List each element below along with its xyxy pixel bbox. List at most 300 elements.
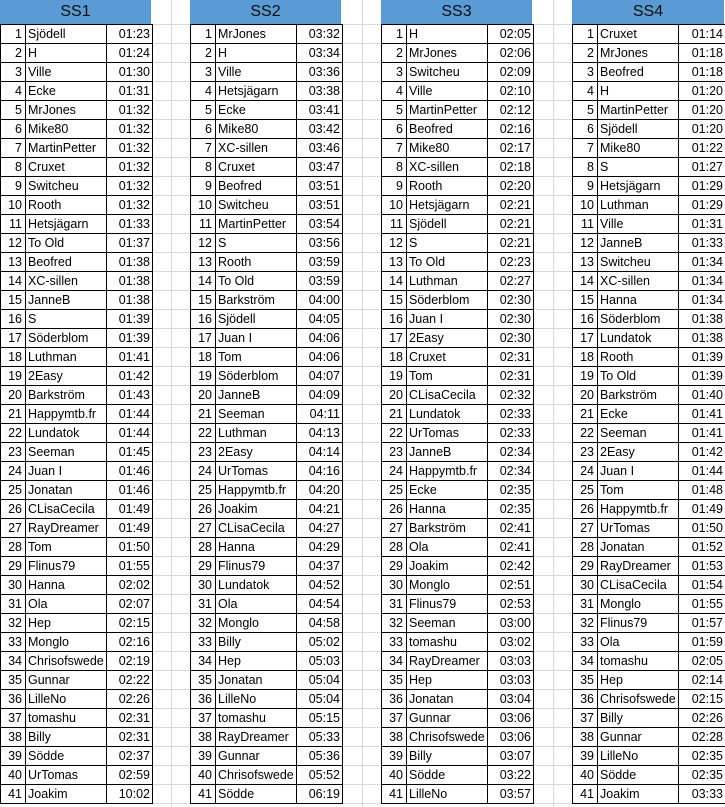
rider-name-cell[interactable]: Ecke bbox=[407, 481, 488, 500]
time-cell[interactable]: 02:37 bbox=[107, 747, 153, 766]
rider-name-cell[interactable]: MrJones bbox=[407, 44, 488, 63]
time-cell[interactable]: 03:54 bbox=[297, 215, 343, 234]
rank-cell[interactable]: 18 bbox=[382, 348, 407, 367]
time-cell[interactable]: 01:39 bbox=[679, 348, 725, 367]
rider-name-cell[interactable]: Ecke bbox=[216, 101, 297, 120]
time-cell[interactable]: 02:21 bbox=[488, 234, 534, 253]
rider-name-cell[interactable]: Jonatan bbox=[26, 481, 107, 500]
rider-name-cell[interactable]: Billy bbox=[26, 728, 107, 747]
rank-cell[interactable]: 30 bbox=[191, 576, 216, 595]
rider-name-cell[interactable]: Gunnar bbox=[407, 709, 488, 728]
rank-cell[interactable]: 16 bbox=[382, 310, 407, 329]
time-cell[interactable]: 01:46 bbox=[107, 462, 153, 481]
rider-name-cell[interactable]: Billy bbox=[407, 747, 488, 766]
time-cell[interactable]: 03:47 bbox=[297, 158, 343, 177]
rider-name-cell[interactable]: Happymtb.fr bbox=[216, 481, 297, 500]
rider-name-cell[interactable]: Switcheu bbox=[407, 63, 488, 82]
rank-cell[interactable]: 36 bbox=[573, 690, 598, 709]
rank-cell[interactable]: 29 bbox=[382, 557, 407, 576]
rank-cell[interactable]: 12 bbox=[573, 234, 598, 253]
rider-name-cell[interactable]: Hep bbox=[26, 614, 107, 633]
rank-cell[interactable]: 1 bbox=[1, 25, 26, 44]
rank-cell[interactable]: 17 bbox=[1, 329, 26, 348]
time-cell[interactable]: 02:31 bbox=[488, 367, 534, 386]
rider-name-cell[interactable]: Monglo bbox=[26, 633, 107, 652]
time-cell[interactable]: 03:07 bbox=[488, 747, 534, 766]
rank-cell[interactable]: 20 bbox=[1, 386, 26, 405]
rank-cell[interactable]: 40 bbox=[382, 766, 407, 785]
time-cell[interactable]: 10:02 bbox=[107, 785, 153, 804]
rank-cell[interactable]: 24 bbox=[191, 462, 216, 481]
rider-name-cell[interactable]: Söderblom bbox=[407, 291, 488, 310]
time-cell[interactable]: 02:17 bbox=[488, 139, 534, 158]
rider-name-cell[interactable]: Lundatok bbox=[26, 424, 107, 443]
rider-name-cell[interactable]: S bbox=[407, 234, 488, 253]
time-cell[interactable]: 01:44 bbox=[107, 405, 153, 424]
rank-cell[interactable]: 18 bbox=[1, 348, 26, 367]
time-cell[interactable]: 02:23 bbox=[488, 253, 534, 272]
rider-name-cell[interactable]: MartinPetter bbox=[216, 215, 297, 234]
time-cell[interactable]: 02:21 bbox=[488, 196, 534, 215]
rider-name-cell[interactable]: Hetsjägarn bbox=[216, 82, 297, 101]
time-cell[interactable]: 04:06 bbox=[297, 348, 343, 367]
rider-name-cell[interactable]: H bbox=[216, 44, 297, 63]
rider-name-cell[interactable]: Billy bbox=[216, 633, 297, 652]
rank-cell[interactable]: 35 bbox=[573, 671, 598, 690]
rider-name-cell[interactable]: Lundatok bbox=[598, 329, 679, 348]
time-cell[interactable]: 05:52 bbox=[297, 766, 343, 785]
rank-cell[interactable]: 7 bbox=[191, 139, 216, 158]
rider-name-cell[interactable]: Chrisofswede bbox=[598, 690, 679, 709]
time-cell[interactable]: 02:59 bbox=[107, 766, 153, 785]
rider-name-cell[interactable]: Luthman bbox=[598, 196, 679, 215]
rider-name-cell[interactable]: Switcheu bbox=[598, 253, 679, 272]
rider-name-cell[interactable]: To Old bbox=[216, 272, 297, 291]
rank-cell[interactable]: 13 bbox=[573, 253, 598, 272]
time-cell[interactable]: 02:33 bbox=[488, 405, 534, 424]
rider-name-cell[interactable]: MrJones bbox=[26, 101, 107, 120]
rank-cell[interactable]: 24 bbox=[1, 462, 26, 481]
time-cell[interactable]: 01:42 bbox=[107, 367, 153, 386]
time-cell[interactable]: 01:39 bbox=[679, 367, 725, 386]
rank-cell[interactable]: 23 bbox=[573, 443, 598, 462]
time-cell[interactable]: 01:31 bbox=[107, 82, 153, 101]
rank-cell[interactable]: 1 bbox=[382, 25, 407, 44]
rider-name-cell[interactable]: Cruxet bbox=[26, 158, 107, 177]
rider-name-cell[interactable]: Södde bbox=[26, 747, 107, 766]
time-cell[interactable]: 02:15 bbox=[107, 614, 153, 633]
rank-cell[interactable]: 2 bbox=[382, 44, 407, 63]
rank-cell[interactable]: 21 bbox=[573, 405, 598, 424]
time-cell[interactable]: 03:06 bbox=[488, 728, 534, 747]
rank-cell[interactable]: 25 bbox=[573, 481, 598, 500]
time-cell[interactable]: 01:29 bbox=[679, 196, 725, 215]
time-cell[interactable]: 01:41 bbox=[107, 348, 153, 367]
rank-cell[interactable]: 3 bbox=[191, 63, 216, 82]
rank-cell[interactable]: 8 bbox=[1, 158, 26, 177]
time-cell[interactable]: 05:03 bbox=[297, 652, 343, 671]
rank-cell[interactable]: 10 bbox=[191, 196, 216, 215]
rider-name-cell[interactable]: UrTomas bbox=[407, 424, 488, 443]
time-cell[interactable]: 01:45 bbox=[107, 443, 153, 462]
rank-cell[interactable]: 14 bbox=[573, 272, 598, 291]
rank-cell[interactable]: 28 bbox=[573, 538, 598, 557]
time-cell[interactable]: 02:16 bbox=[488, 120, 534, 139]
time-cell[interactable]: 04:11 bbox=[297, 405, 343, 424]
time-cell[interactable]: 04:27 bbox=[297, 519, 343, 538]
time-cell[interactable]: 01:40 bbox=[679, 386, 725, 405]
time-cell[interactable]: 02:31 bbox=[488, 348, 534, 367]
rank-cell[interactable]: 1 bbox=[573, 25, 598, 44]
rank-cell[interactable]: 5 bbox=[382, 101, 407, 120]
time-cell[interactable]: 02:05 bbox=[488, 25, 534, 44]
rider-name-cell[interactable]: Söderblom bbox=[26, 329, 107, 348]
time-cell[interactable]: 05:04 bbox=[297, 671, 343, 690]
rider-name-cell[interactable]: Happymtb.fr bbox=[598, 500, 679, 519]
time-cell[interactable]: 05:36 bbox=[297, 747, 343, 766]
time-cell[interactable]: 01:34 bbox=[679, 291, 725, 310]
rank-cell[interactable]: 5 bbox=[573, 101, 598, 120]
rank-cell[interactable]: 2 bbox=[573, 44, 598, 63]
time-cell[interactable]: 04:21 bbox=[297, 500, 343, 519]
rank-cell[interactable]: 38 bbox=[573, 728, 598, 747]
rank-cell[interactable]: 17 bbox=[382, 329, 407, 348]
rider-name-cell[interactable]: Monglo bbox=[407, 576, 488, 595]
time-cell[interactable]: 01:38 bbox=[107, 291, 153, 310]
rider-name-cell[interactable]: Söderblom bbox=[216, 367, 297, 386]
time-cell[interactable]: 03:42 bbox=[297, 120, 343, 139]
rank-cell[interactable]: 34 bbox=[573, 652, 598, 671]
rank-cell[interactable]: 6 bbox=[573, 120, 598, 139]
rider-name-cell[interactable]: Juan I bbox=[216, 329, 297, 348]
rank-cell[interactable]: 2 bbox=[191, 44, 216, 63]
rank-cell[interactable]: 35 bbox=[1, 671, 26, 690]
rider-name-cell[interactable]: LilleNo bbox=[407, 785, 488, 804]
rider-name-cell[interactable]: Hanna bbox=[598, 291, 679, 310]
rank-cell[interactable]: 31 bbox=[573, 595, 598, 614]
rank-cell[interactable]: 36 bbox=[1, 690, 26, 709]
time-cell[interactable]: 02:22 bbox=[107, 671, 153, 690]
rider-name-cell[interactable]: S bbox=[216, 234, 297, 253]
time-cell[interactable]: 04:29 bbox=[297, 538, 343, 557]
time-cell[interactable]: 01:42 bbox=[679, 443, 725, 462]
rider-name-cell[interactable]: Ville bbox=[26, 63, 107, 82]
time-cell[interactable]: 02:19 bbox=[107, 652, 153, 671]
rider-name-cell[interactable]: Gunnar bbox=[26, 671, 107, 690]
rank-cell[interactable]: 16 bbox=[191, 310, 216, 329]
rider-name-cell[interactable]: Joakim bbox=[598, 785, 679, 804]
rider-name-cell[interactable]: Luthman bbox=[26, 348, 107, 367]
rank-cell[interactable]: 3 bbox=[382, 63, 407, 82]
rider-name-cell[interactable]: MartinPetter bbox=[407, 101, 488, 120]
rank-cell[interactable]: 13 bbox=[1, 253, 26, 272]
rank-cell[interactable]: 41 bbox=[191, 785, 216, 804]
rider-name-cell[interactable]: CLisaCecila bbox=[26, 500, 107, 519]
rider-name-cell[interactable]: Tom bbox=[407, 367, 488, 386]
time-cell[interactable]: 01:49 bbox=[107, 500, 153, 519]
rider-name-cell[interactable]: Seeman bbox=[598, 424, 679, 443]
rider-name-cell[interactable]: Barkström bbox=[216, 291, 297, 310]
rank-cell[interactable]: 25 bbox=[382, 481, 407, 500]
rank-cell[interactable]: 1 bbox=[191, 25, 216, 44]
rider-name-cell[interactable]: Mike80 bbox=[598, 139, 679, 158]
rider-name-cell[interactable]: Cruxet bbox=[407, 348, 488, 367]
time-cell[interactable]: 04:06 bbox=[297, 329, 343, 348]
time-cell[interactable]: 02:12 bbox=[488, 101, 534, 120]
time-cell[interactable]: 02:34 bbox=[488, 443, 534, 462]
rider-name-cell[interactable]: RayDreamer bbox=[26, 519, 107, 538]
time-cell[interactable]: 02:35 bbox=[488, 500, 534, 519]
time-cell[interactable]: 02:41 bbox=[488, 538, 534, 557]
time-cell[interactable]: 04:20 bbox=[297, 481, 343, 500]
time-cell[interactable]: 03:36 bbox=[297, 63, 343, 82]
rank-cell[interactable]: 34 bbox=[191, 652, 216, 671]
rider-name-cell[interactable]: Chrisofswede bbox=[407, 728, 488, 747]
time-cell[interactable]: 03:46 bbox=[297, 139, 343, 158]
rider-name-cell[interactable]: Rooth bbox=[407, 177, 488, 196]
time-cell[interactable]: 05:02 bbox=[297, 633, 343, 652]
rank-cell[interactable]: 8 bbox=[191, 158, 216, 177]
rider-name-cell[interactable]: Cruxet bbox=[598, 25, 679, 44]
rank-cell[interactable]: 20 bbox=[573, 386, 598, 405]
rank-cell[interactable]: 14 bbox=[1, 272, 26, 291]
time-cell[interactable]: 03:03 bbox=[488, 652, 534, 671]
time-cell[interactable]: 01:20 bbox=[679, 120, 725, 139]
rider-name-cell[interactable]: Jonatan bbox=[407, 690, 488, 709]
rank-cell[interactable]: 36 bbox=[191, 690, 216, 709]
rank-cell[interactable]: 21 bbox=[191, 405, 216, 424]
rider-name-cell[interactable]: To Old bbox=[407, 253, 488, 272]
time-cell[interactable]: 03:03 bbox=[488, 671, 534, 690]
time-cell[interactable]: 04:58 bbox=[297, 614, 343, 633]
time-cell[interactable]: 01:48 bbox=[679, 481, 725, 500]
rider-name-cell[interactable]: Ola bbox=[216, 595, 297, 614]
rider-name-cell[interactable]: 2Easy bbox=[216, 443, 297, 462]
time-cell[interactable]: 02:41 bbox=[488, 519, 534, 538]
time-cell[interactable]: 04:14 bbox=[297, 443, 343, 462]
rider-name-cell[interactable]: Sjödell bbox=[407, 215, 488, 234]
rider-name-cell[interactable]: Barkström bbox=[598, 386, 679, 405]
time-cell[interactable]: 05:33 bbox=[297, 728, 343, 747]
rank-cell[interactable]: 10 bbox=[573, 196, 598, 215]
rider-name-cell[interactable]: Rooth bbox=[216, 253, 297, 272]
rider-name-cell[interactable]: 2Easy bbox=[598, 443, 679, 462]
rank-cell[interactable]: 11 bbox=[382, 215, 407, 234]
rank-cell[interactable]: 11 bbox=[191, 215, 216, 234]
rank-cell[interactable]: 25 bbox=[1, 481, 26, 500]
rank-cell[interactable]: 27 bbox=[191, 519, 216, 538]
rider-name-cell[interactable]: Beofred bbox=[407, 120, 488, 139]
rank-cell[interactable]: 12 bbox=[1, 234, 26, 253]
time-cell[interactable]: 01:55 bbox=[107, 557, 153, 576]
rank-cell[interactable]: 15 bbox=[191, 291, 216, 310]
time-cell[interactable]: 01:59 bbox=[679, 633, 725, 652]
rank-cell[interactable]: 40 bbox=[191, 766, 216, 785]
rank-cell[interactable]: 28 bbox=[191, 538, 216, 557]
rider-name-cell[interactable]: Ola bbox=[26, 595, 107, 614]
rank-cell[interactable]: 25 bbox=[191, 481, 216, 500]
time-cell[interactable]: 02:14 bbox=[679, 671, 725, 690]
rank-cell[interactable]: 11 bbox=[1, 215, 26, 234]
rider-name-cell[interactable]: Juan I bbox=[26, 462, 107, 481]
rider-name-cell[interactable]: Jonatan bbox=[216, 671, 297, 690]
rider-name-cell[interactable]: Mike80 bbox=[407, 139, 488, 158]
rider-name-cell[interactable]: LilleNo bbox=[26, 690, 107, 709]
rider-name-cell[interactable]: H bbox=[26, 44, 107, 63]
rank-cell[interactable]: 5 bbox=[1, 101, 26, 120]
time-cell[interactable]: 04:52 bbox=[297, 576, 343, 595]
time-cell[interactable]: 01:49 bbox=[107, 519, 153, 538]
rank-cell[interactable]: 30 bbox=[382, 576, 407, 595]
rank-cell[interactable]: 19 bbox=[573, 367, 598, 386]
time-cell[interactable]: 02:10 bbox=[488, 82, 534, 101]
rank-cell[interactable]: 20 bbox=[382, 386, 407, 405]
rider-name-cell[interactable]: Gunnar bbox=[598, 728, 679, 747]
time-cell[interactable]: 02:32 bbox=[488, 386, 534, 405]
rider-name-cell[interactable]: Hep bbox=[216, 652, 297, 671]
rider-name-cell[interactable]: Mike80 bbox=[26, 120, 107, 139]
time-cell[interactable]: 01:41 bbox=[679, 405, 725, 424]
rank-cell[interactable]: 4 bbox=[573, 82, 598, 101]
time-cell[interactable]: 05:04 bbox=[297, 690, 343, 709]
rider-name-cell[interactable]: Jonatan bbox=[598, 538, 679, 557]
rank-cell[interactable]: 18 bbox=[573, 348, 598, 367]
time-cell[interactable]: 01:37 bbox=[107, 234, 153, 253]
time-cell[interactable]: 04:05 bbox=[297, 310, 343, 329]
rank-cell[interactable]: 26 bbox=[1, 500, 26, 519]
rider-name-cell[interactable]: MartinPetter bbox=[598, 101, 679, 120]
rank-cell[interactable]: 4 bbox=[382, 82, 407, 101]
rank-cell[interactable]: 19 bbox=[382, 367, 407, 386]
rider-name-cell[interactable]: LilleNo bbox=[598, 747, 679, 766]
rider-name-cell[interactable]: 2Easy bbox=[26, 367, 107, 386]
rider-name-cell[interactable]: CLisaCecila bbox=[216, 519, 297, 538]
rank-cell[interactable]: 40 bbox=[573, 766, 598, 785]
rank-cell[interactable]: 29 bbox=[573, 557, 598, 576]
time-cell[interactable]: 02:16 bbox=[107, 633, 153, 652]
rider-name-cell[interactable]: Switcheu bbox=[26, 177, 107, 196]
rank-cell[interactable]: 23 bbox=[191, 443, 216, 462]
rank-cell[interactable]: 33 bbox=[1, 633, 26, 652]
rank-cell[interactable]: 17 bbox=[191, 329, 216, 348]
rider-name-cell[interactable]: To Old bbox=[26, 234, 107, 253]
rank-cell[interactable]: 27 bbox=[382, 519, 407, 538]
rank-cell[interactable]: 8 bbox=[382, 158, 407, 177]
rider-name-cell[interactable]: Ville bbox=[216, 63, 297, 82]
rider-name-cell[interactable]: Hep bbox=[598, 671, 679, 690]
rank-cell[interactable]: 32 bbox=[382, 614, 407, 633]
time-cell[interactable]: 01:32 bbox=[107, 158, 153, 177]
time-cell[interactable]: 01:39 bbox=[107, 310, 153, 329]
rider-name-cell[interactable]: Ecke bbox=[598, 405, 679, 424]
rider-name-cell[interactable]: XC-sillen bbox=[407, 158, 488, 177]
rank-cell[interactable]: 3 bbox=[573, 63, 598, 82]
rank-cell[interactable]: 7 bbox=[573, 139, 598, 158]
rider-name-cell[interactable]: Lundatok bbox=[216, 576, 297, 595]
rider-name-cell[interactable]: Sjödell bbox=[598, 120, 679, 139]
rank-cell[interactable]: 18 bbox=[191, 348, 216, 367]
rider-name-cell[interactable]: Seeman bbox=[26, 443, 107, 462]
rider-name-cell[interactable]: XC-sillen bbox=[598, 272, 679, 291]
time-cell[interactable]: 02:18 bbox=[488, 158, 534, 177]
rider-name-cell[interactable]: tomashu bbox=[407, 633, 488, 652]
rank-cell[interactable]: 39 bbox=[191, 747, 216, 766]
time-cell[interactable]: 01:23 bbox=[107, 25, 153, 44]
rank-cell[interactable]: 24 bbox=[573, 462, 598, 481]
rider-name-cell[interactable]: Joakim bbox=[216, 500, 297, 519]
time-cell[interactable]: 02:20 bbox=[488, 177, 534, 196]
time-cell[interactable]: 02:07 bbox=[107, 595, 153, 614]
rider-name-cell[interactable]: CLisaCecila bbox=[598, 576, 679, 595]
time-cell[interactable]: 03:00 bbox=[488, 614, 534, 633]
rank-cell[interactable]: 29 bbox=[1, 557, 26, 576]
time-cell[interactable]: 01:20 bbox=[679, 82, 725, 101]
rider-name-cell[interactable]: Mike80 bbox=[216, 120, 297, 139]
rider-name-cell[interactable]: Hanna bbox=[216, 538, 297, 557]
time-cell[interactable]: 01:54 bbox=[679, 576, 725, 595]
rank-cell[interactable]: 35 bbox=[191, 671, 216, 690]
rank-cell[interactable]: 13 bbox=[191, 253, 216, 272]
rank-cell[interactable]: 32 bbox=[1, 614, 26, 633]
rider-name-cell[interactable]: Sjödell bbox=[216, 310, 297, 329]
time-cell[interactable]: 01:14 bbox=[679, 25, 725, 44]
rider-name-cell[interactable]: Joakim bbox=[407, 557, 488, 576]
time-cell[interactable]: 01:38 bbox=[107, 253, 153, 272]
rider-name-cell[interactable]: Södde bbox=[216, 785, 297, 804]
time-cell[interactable]: 02:05 bbox=[679, 652, 725, 671]
rank-cell[interactable]: 30 bbox=[1, 576, 26, 595]
time-cell[interactable]: 03:59 bbox=[297, 272, 343, 291]
rank-cell[interactable]: 19 bbox=[1, 367, 26, 386]
rider-name-cell[interactable]: XC-sillen bbox=[216, 139, 297, 158]
rider-name-cell[interactable]: JanneB bbox=[407, 443, 488, 462]
time-cell[interactable]: 02:42 bbox=[488, 557, 534, 576]
rank-cell[interactable]: 7 bbox=[382, 139, 407, 158]
rank-cell[interactable]: 32 bbox=[573, 614, 598, 633]
time-cell[interactable]: 01:34 bbox=[679, 272, 725, 291]
rider-name-cell[interactable]: CLisaCecila bbox=[407, 386, 488, 405]
rider-name-cell[interactable]: Billy bbox=[598, 709, 679, 728]
rank-cell[interactable]: 13 bbox=[382, 253, 407, 272]
rank-cell[interactable]: 4 bbox=[191, 82, 216, 101]
time-cell[interactable]: 01:32 bbox=[107, 196, 153, 215]
time-cell[interactable]: 02:34 bbox=[488, 462, 534, 481]
rank-cell[interactable]: 27 bbox=[573, 519, 598, 538]
time-cell[interactable]: 02:30 bbox=[488, 310, 534, 329]
time-cell[interactable]: 01:50 bbox=[679, 519, 725, 538]
rank-cell[interactable]: 14 bbox=[382, 272, 407, 291]
rider-name-cell[interactable]: Barkström bbox=[26, 386, 107, 405]
time-cell[interactable]: 03:57 bbox=[488, 785, 534, 804]
rank-cell[interactable]: 39 bbox=[382, 747, 407, 766]
rider-name-cell[interactable]: H bbox=[407, 25, 488, 44]
rider-name-cell[interactable]: Switcheu bbox=[216, 196, 297, 215]
rank-cell[interactable]: 37 bbox=[382, 709, 407, 728]
rider-name-cell[interactable]: Juan I bbox=[598, 462, 679, 481]
time-cell[interactable]: 01:18 bbox=[679, 44, 725, 63]
rider-name-cell[interactable]: S bbox=[598, 158, 679, 177]
rider-name-cell[interactable]: Beofred bbox=[216, 177, 297, 196]
time-cell[interactable]: 01:24 bbox=[107, 44, 153, 63]
rider-name-cell[interactable]: 2Easy bbox=[407, 329, 488, 348]
rank-cell[interactable]: 29 bbox=[191, 557, 216, 576]
time-cell[interactable]: 02:15 bbox=[679, 690, 725, 709]
rider-name-cell[interactable]: Tom bbox=[26, 538, 107, 557]
rank-cell[interactable]: 22 bbox=[1, 424, 26, 443]
time-cell[interactable]: 03:51 bbox=[297, 177, 343, 196]
rider-name-cell[interactable]: Chrisofswede bbox=[216, 766, 297, 785]
rank-cell[interactable]: 34 bbox=[382, 652, 407, 671]
